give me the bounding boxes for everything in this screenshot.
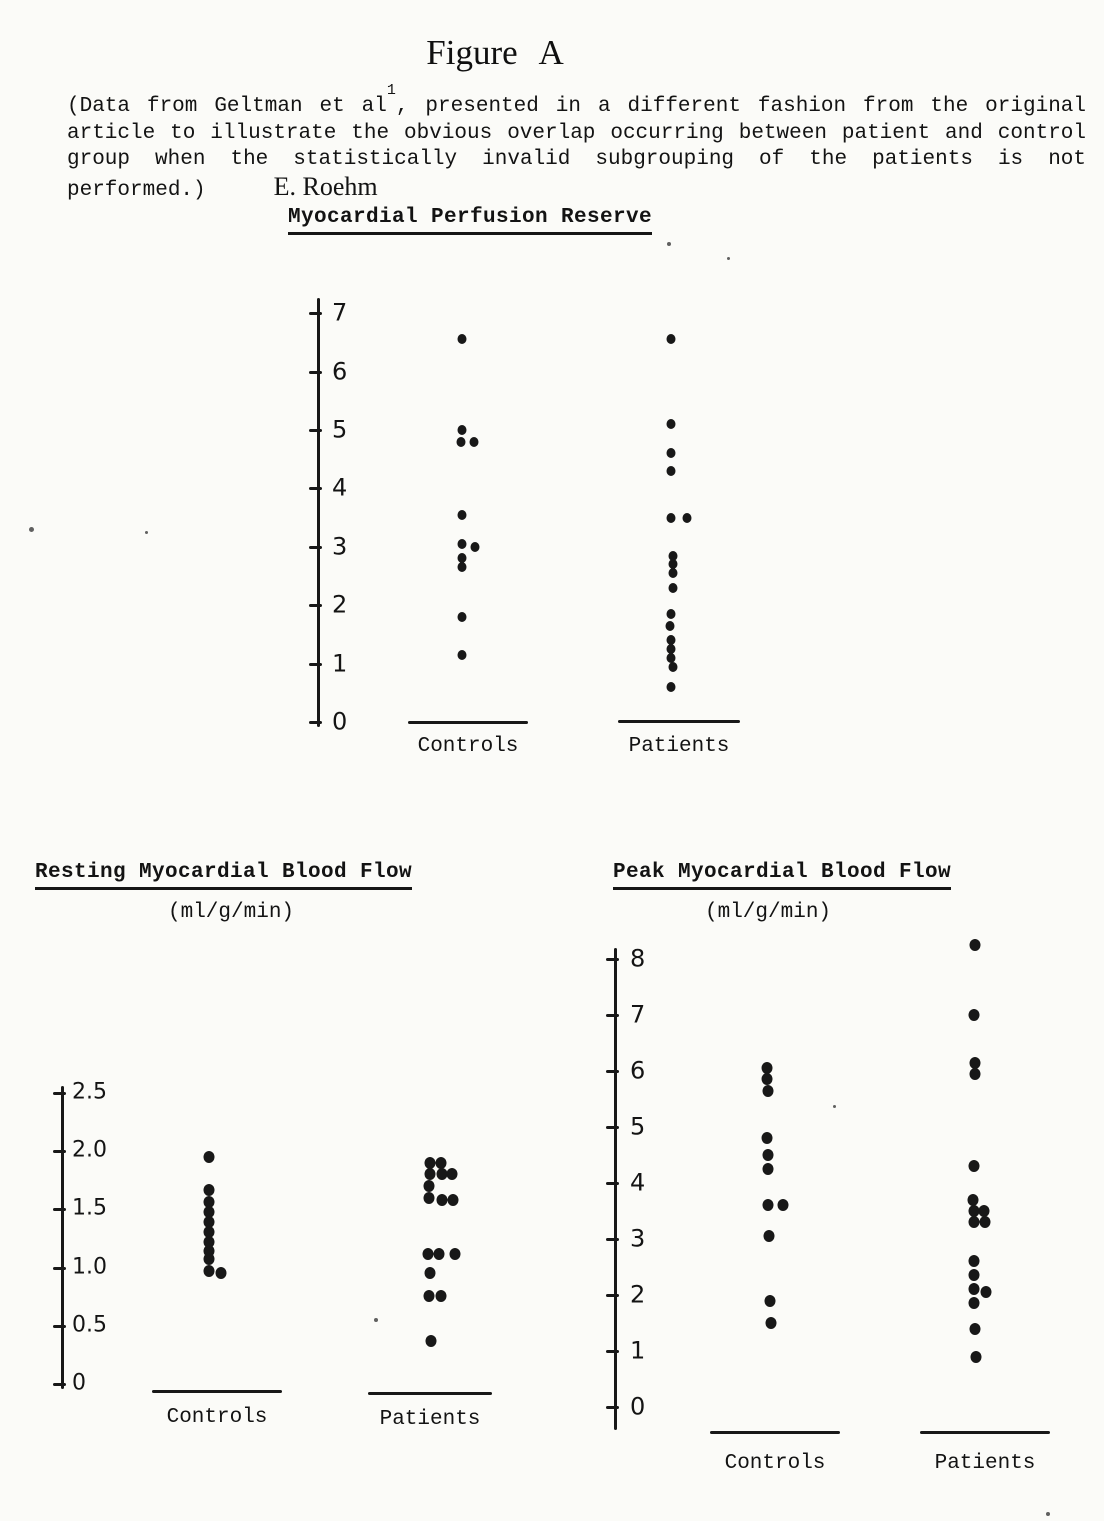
y-tick [309,663,322,666]
y-tick [53,1208,66,1211]
data-point [667,334,676,344]
y-tick-label: 2 [630,1280,646,1309]
category-label: Patients [379,1408,481,1431]
y-tick [309,371,322,374]
y-tick [606,958,619,961]
data-point [969,1009,980,1021]
y-tick-label: 0.5 [72,1312,107,1338]
data-point [458,334,467,344]
y-tick [606,1406,619,1409]
data-point [457,437,466,447]
chart-title-peak: Peak Myocardial Blood Flow [613,861,951,890]
y-tick [606,1238,619,1241]
data-point [425,1168,436,1180]
y-tick [309,546,322,549]
y-tick-label: 4 [332,473,348,502]
data-point [424,1290,435,1302]
caption-line-1-rest: , presented in a different fashion from the original [395,95,1086,118]
category-baseline [408,721,528,724]
data-point [762,1073,773,1085]
y-tick-label: 0 [630,1392,646,1421]
data-point [969,1216,980,1228]
y-tick-label: 1.0 [72,1254,107,1280]
footnote-reference: 1 [386,82,396,99]
data-point [778,1199,789,1211]
y-tick [606,1070,619,1073]
data-point [970,1323,981,1335]
y-tick [53,1092,66,1095]
data-point [667,448,676,458]
data-point [434,1248,445,1260]
data-point [969,1297,980,1309]
category-baseline [368,1392,492,1395]
caption-line-1 [67,82,1086,121]
y-tick [53,1325,66,1328]
y-tick [53,1267,66,1270]
data-point [763,1163,774,1175]
category-baseline [152,1390,282,1393]
data-point [969,1255,980,1267]
y-tick-label: 1 [630,1336,646,1365]
data-point [424,1180,435,1192]
data-point [667,466,676,476]
y-tick-label: 2 [332,590,348,619]
category-label: Controls [417,735,519,758]
y-axis [614,948,617,1430]
data-point [204,1184,215,1196]
y-tick-label: 1 [332,649,348,678]
scan-speck [374,1318,378,1322]
y-tick-label: 7 [332,298,348,327]
data-point [424,1192,435,1204]
y-tick [606,1014,619,1017]
data-point [436,1290,447,1302]
category-baseline [618,720,740,723]
data-point [667,513,676,523]
caption-author: E. Roehm [273,171,378,201]
y-tick-label: 5 [332,415,348,444]
data-point [763,1149,774,1161]
y-tick-label: 3 [332,532,348,561]
data-point [970,1068,981,1080]
data-point [763,1085,774,1097]
caption-line-2: article to illustrate the obvious overlap occurring between patient and control [67,121,1086,145]
data-point [762,1062,773,1074]
data-point [669,583,678,593]
data-point [666,621,675,631]
scan-speck [145,531,148,534]
data-point [216,1267,227,1279]
caption-line-4-text: performed.) [67,178,206,202]
y-tick [309,312,322,315]
data-point [458,650,467,660]
data-point [458,539,467,549]
y-tick-label: 0 [332,707,348,736]
data-point [471,542,480,552]
y-tick [606,1350,619,1353]
chart-units-peak: (ml/g/min) [705,901,832,924]
y-tick [309,487,322,490]
data-point [969,1283,980,1295]
scan-speck [727,257,730,260]
data-point [667,419,676,429]
figure-title: Figure A [426,33,564,72]
data-point [667,609,676,619]
y-tick-label: 5 [630,1112,646,1141]
data-point [971,1351,982,1363]
figure-caption [67,82,1086,204]
data-point [669,568,678,578]
data-point [447,1168,458,1180]
category-baseline [920,1431,1050,1434]
y-tick [606,1126,619,1129]
data-point [981,1286,992,1298]
data-point [969,1160,980,1172]
data-point [204,1265,215,1277]
data-point [458,425,467,435]
data-point [458,510,467,520]
scan-speck [29,527,34,532]
data-point [669,662,678,672]
data-point [204,1151,215,1163]
caption-line-3: group when the statistically invalid subgrouping of the patients is not [67,148,1086,171]
data-point [980,1216,991,1228]
data-point [766,1317,777,1329]
caption-line-4 [67,171,1086,205]
caption-line-1-text: (Data from Geltman et al [67,95,387,118]
category-label: Patients [628,735,730,758]
data-point [970,1057,981,1069]
data-point [762,1132,773,1144]
y-tick-label: 8 [630,944,646,973]
data-point [426,1335,437,1347]
y-tick [606,1294,619,1297]
data-point [437,1194,448,1206]
category-label: Patients [934,1452,1036,1475]
category-baseline [710,1431,840,1434]
data-point [448,1194,459,1206]
data-point [765,1295,776,1307]
chart-units-resting: (ml/g/min) [168,901,295,924]
category-label: Controls [166,1406,268,1429]
data-point [458,612,467,622]
y-tick [606,1182,619,1185]
scan-speck [1046,1512,1050,1516]
data-point [969,1269,980,1281]
y-tick-label: 1.5 [72,1195,107,1221]
chart-title-perfusion: Myocardial Perfusion Reserve [288,206,652,235]
y-tick-label: 2.5 [72,1079,107,1105]
y-axis [61,1086,64,1389]
data-point [968,1194,979,1206]
data-point [458,562,467,572]
y-tick-label: 3 [630,1224,646,1253]
scan-speck [667,242,671,246]
data-point [425,1157,436,1169]
y-tick [53,1383,66,1386]
y-tick [309,721,322,724]
data-point [470,437,479,447]
y-tick [309,604,322,607]
y-tick-label: 7 [630,1000,646,1029]
data-point [764,1230,775,1242]
data-point [425,1267,436,1279]
data-point [423,1248,434,1260]
data-point [450,1248,461,1260]
data-point [979,1205,990,1217]
chart-title-resting: Resting Myocardial Blood Flow [35,861,412,890]
data-point [763,1199,774,1211]
data-point [204,1253,215,1265]
data-point [436,1157,447,1169]
y-tick-label: 2.0 [72,1137,107,1163]
data-point [970,939,981,951]
y-tick-label: 4 [630,1168,646,1197]
data-point [683,513,692,523]
category-label: Controls [724,1452,826,1475]
scan-speck [833,1105,836,1108]
y-tick [309,429,322,432]
data-point [667,682,676,692]
y-tick-label: 6 [332,357,348,386]
y-tick [53,1150,66,1153]
y-tick-label: 6 [630,1056,646,1085]
y-tick-label: 0 [72,1370,86,1396]
